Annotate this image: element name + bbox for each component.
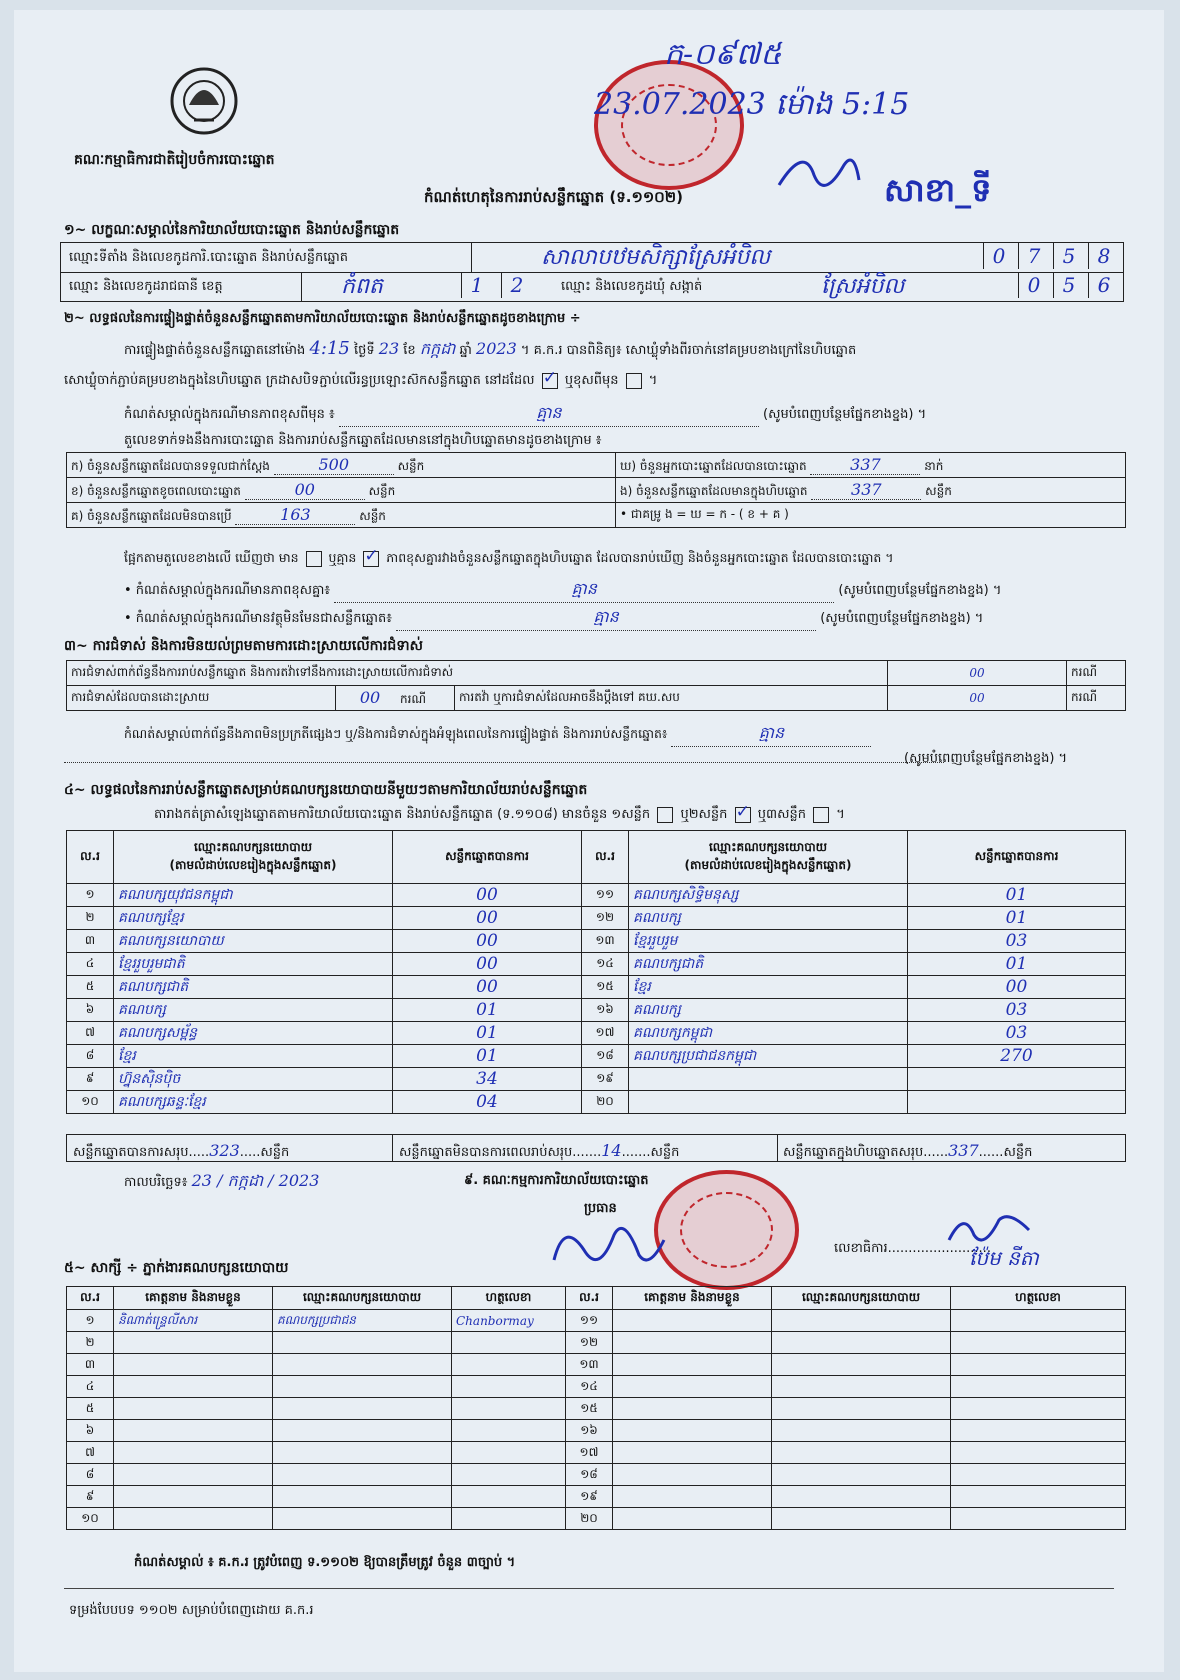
witness-signature — [452, 1420, 566, 1442]
section2-para1: ការផ្ទៀងផ្ទាត់ចំនួនសន្លឹកឆ្នោតនៅម៉ោង 4:15 ថ្ងៃទី 23 ខែ កក្កដា ឆ្នាំ 2023 ។ គ.ក.រ បានពិនិត្យ៖ សោឃ្លុំទាំងពីរចាក់នៅគម្របខាងក្រៅនៃហិបឆ្នោត — [124, 338, 857, 359]
witness-row — [67, 1376, 1126, 1398]
code-digit: 0 — [1018, 272, 1049, 298]
witness-no: ១២ — [566, 1332, 613, 1354]
party-no: ១២ — [582, 907, 629, 930]
witness-name — [613, 1376, 772, 1398]
witness-row — [67, 1508, 1126, 1530]
witness-row — [67, 1464, 1126, 1486]
witness-party — [772, 1442, 951, 1464]
witness-party — [273, 1442, 452, 1464]
party-votes: 270 — [908, 1045, 1126, 1068]
witness-signature — [452, 1354, 566, 1376]
witness-signature — [452, 1464, 566, 1486]
witness-signature — [951, 1464, 1126, 1486]
witness-name — [114, 1464, 273, 1486]
code-digit: 5 — [1053, 272, 1084, 298]
witness-no: ៤ — [67, 1376, 114, 1398]
has-difference-checkbox[interactable] — [306, 551, 322, 567]
bullet-foreign-object-note: • កំណត់សម្គាល់ក្នុងករណីមានវត្ថុមិនមែនជាសន្លឹកឆ្នោត៖ គ្មាន (សូមបំពេញបន្ថែមផ្នែកខាងខ្នង) ។ — [124, 606, 983, 631]
witness-row — [67, 1332, 1126, 1354]
witness-party — [772, 1486, 951, 1508]
witness-no: ៦ — [67, 1420, 114, 1442]
witness-party — [772, 1464, 951, 1486]
witness-name — [114, 1442, 273, 1464]
witness-row — [67, 1354, 1126, 1376]
province-code-digit: 1 — [461, 272, 492, 298]
witness-no: ៣ — [67, 1354, 114, 1376]
party-votes: 04 — [393, 1091, 582, 1114]
section4-intro: តារាងកត់ត្រាសំឡេងឆ្នោតតាមការិយាល័យបោះឆ្នោត និងរាប់សន្លឹកឆ្នោត (ទ.១១០៨) មានចំនួន ១សន្លឹក ឬ២សន្លឹក ✓ ឬ៣សន្លឹក ។ — [154, 806, 845, 825]
witness-signature — [951, 1310, 1126, 1332]
witness-no: ១៩ — [566, 1486, 613, 1508]
witness-party — [273, 1508, 452, 1530]
witness-signature — [951, 1486, 1126, 1508]
party-votes: 01 — [908, 907, 1126, 930]
party-no: ១០ — [67, 1091, 114, 1114]
party-no: ៩ — [67, 1068, 114, 1091]
witness-no: ១៤ — [566, 1376, 613, 1398]
resolved-value: 00 — [359, 687, 381, 707]
col-no: ល.រ — [582, 831, 629, 884]
resolved-unit: ករណី — [400, 691, 427, 706]
side-label: សាខា_ទី — [884, 171, 992, 209]
witness-no: ២ — [67, 1332, 114, 1354]
party-name: គណបក្សសិទ្ធិមនុស្ស — [629, 884, 908, 907]
party-no: ៨ — [67, 1045, 114, 1068]
witness-no: ១៨ — [566, 1464, 613, 1486]
party-no: ២ — [67, 907, 114, 930]
witness-no: ៩ — [67, 1486, 114, 1508]
handwritten-code: ក-០៩៧៥ — [664, 37, 782, 72]
party-name: គណបក្សឆន្ទៈខ្មែរ — [114, 1091, 393, 1114]
party-name: គណបក្សជាតិ — [114, 976, 393, 999]
witness-no: ១៥ — [566, 1398, 613, 1420]
party-name: ខ្មែររួបរួម — [629, 930, 908, 953]
code-digit: 7 — [1018, 243, 1049, 269]
official-seal-bottom — [654, 1170, 799, 1290]
witness-party — [273, 1464, 452, 1486]
form-title: កំណត់ហេតុនៃការរាប់សន្លឹកឆ្នោត (ទ.១១០២) — [424, 188, 684, 206]
witness-row — [67, 1486, 1126, 1508]
section3-note: កំណត់សម្គាល់ពាក់ព័ន្ធនឹងភាពមិនប្រក្រតីផ្សេងៗ ឬ/និងការជំទាស់ក្នុងអំឡុងពេលនៃការផ្ទៀងផ្ទាត់ និងការរាប់សន្លឹកឆ្នោត៖ គ្មាន — [124, 722, 871, 747]
party-name: គណបក្សជាតិ — [629, 953, 908, 976]
party-no: ២០ — [582, 1091, 629, 1114]
party-votes: 03 — [908, 930, 1126, 953]
total-valid: 323 — [209, 1141, 240, 1160]
witness-signature — [951, 1508, 1126, 1530]
party-votes: 00 — [393, 907, 582, 930]
witness-signature — [452, 1442, 566, 1464]
party-name: ខ្មែរ — [114, 1045, 393, 1068]
party-no: ៣ — [67, 930, 114, 953]
witness-signature — [951, 1376, 1126, 1398]
party-row — [67, 1022, 1126, 1045]
three-sheets-checkbox[interactable] — [813, 807, 829, 823]
col-votes: សន្លឹកឆ្នោតបានការ — [908, 831, 1126, 884]
col-party: ឈ្មោះគណបក្សនយោបាយ (តាមលំដាប់លេខរៀងក្នុងសន្លឹកឆ្នោត) — [114, 831, 393, 884]
witness-party — [772, 1376, 951, 1398]
witness-row — [67, 1442, 1126, 1464]
witness-signature — [452, 1398, 566, 1420]
witness-signature — [951, 1398, 1126, 1420]
party-votes: 34 — [393, 1068, 582, 1091]
party-name: គណបក្សប្រជាជនកម្ពុជា — [629, 1045, 908, 1068]
col-name: គោត្តនាម និងនាមខ្លួន — [613, 1287, 772, 1310]
witness-name — [114, 1354, 273, 1376]
witness-signature — [452, 1508, 566, 1530]
handwritten-datetime: 23.07.2023 ម៉ោង 5:15 — [594, 87, 910, 122]
party-name: គណបក្ស — [114, 999, 393, 1022]
footer-divider — [64, 1588, 1114, 1589]
party-row — [67, 1068, 1126, 1091]
code-digit: 0 — [983, 243, 1014, 269]
witness-no: ៨ — [67, 1464, 114, 1486]
party-name: គណបក្សកម្ពុជា — [629, 1022, 908, 1045]
party-row — [67, 930, 1126, 953]
party-row — [67, 953, 1126, 976]
location-value: សាលាបឋមសិក្សាស្រែអំបិល — [541, 245, 771, 270]
section4-title: ៤~ លទ្ធផលនៃការរាប់សន្លឹកឆ្នោតសម្រាប់គណបក្សនយោបាយនីមួយៗតាមការិយាល័យរាប់សន្លឹកឆ្នោត — [64, 782, 588, 798]
witness-party — [772, 1310, 951, 1332]
party-no: ៤ — [67, 953, 114, 976]
party-votes: 00 — [393, 884, 582, 907]
witness-name — [114, 1332, 273, 1354]
province-label: ឈ្មោះ និងលេខកូដរាជធានី ខេត្ត — [69, 279, 223, 294]
province-code-digit: 2 — [501, 272, 532, 298]
col-no: ល.រ — [67, 1287, 114, 1310]
witness-no: ១៣ — [566, 1354, 613, 1376]
witness-party — [273, 1376, 452, 1398]
col-votes: សន្លឹកឆ្នោតបានការ — [393, 831, 582, 884]
footer-text: ទម្រង់បែបបទ ១១០២ សម្រាប់បំពេញដោយ គ.ក.រ — [69, 1603, 314, 1618]
party-votes: 01 — [393, 1045, 582, 1068]
objection-unit: ករណី — [1067, 661, 1126, 686]
resolved-label: ការជំទាស់ដែលបានដោះស្រាយ — [67, 686, 336, 711]
appeal-value: 00 — [888, 686, 1067, 711]
section2-note-value: គ្មាន — [339, 402, 759, 427]
witness-signature — [452, 1332, 566, 1354]
party-row — [67, 907, 1126, 930]
party-no: ១ — [67, 884, 114, 907]
party-name — [629, 1091, 908, 1114]
witness-name — [613, 1420, 772, 1442]
section1-title: ១~ លក្ខណៈសម្គាល់នៃការិយាល័យបោះឆ្នោត និងរាប់សន្លឹកឆ្នោត — [64, 222, 400, 238]
totals-row: សន្លឹកឆ្នោតបានការសរុប.....323.....សន្លឹក សន្លឹកឆ្នោតមិនបានការពេលរាប់សរុប.......14.......សន្លឹក សន្លឹកឆ្នោតក្នុងហិបឆ្នោតសរុប......337......សន្លឹក — [66, 1134, 1126, 1162]
party-name: ខ្មែរ — [629, 976, 908, 999]
province-value: កំពត — [341, 274, 383, 299]
witness-signature — [951, 1332, 1126, 1354]
witness-name — [613, 1442, 772, 1464]
party-no: ១៧ — [582, 1022, 629, 1045]
party-name: ហ្វ៊ុនស៊ិនប៉ិច — [114, 1068, 393, 1091]
commune-value: ស្រែអំបិល — [821, 274, 905, 299]
witness-no: ១៦ — [566, 1420, 613, 1442]
section2-para2: សោឃ្លុំចាក់ភ្ជាប់គម្របខាងក្នុងនៃហិបឆ្នោត ក្រដាសបិទភ្ជាប់លើរន្ធប្រឡោះស៊កសន្លឹកឆ្នោត នៅដដែល ✓ ឬខុសពីមុន ។ — [64, 372, 657, 391]
party-no: ១៥ — [582, 976, 629, 999]
party-votes: 03 — [908, 999, 1126, 1022]
col-sign: ហត្ថលេខា — [951, 1287, 1126, 1310]
witness-no: ៥ — [67, 1398, 114, 1420]
section3-title: ៣~ ការជំទាស់ និងការមិនយល់ព្រមតាមការដោះស្រាយលើការជំទាស់ — [64, 638, 423, 654]
party-results-table — [66, 830, 1126, 1114]
code-digit: 6 — [1088, 272, 1119, 298]
witness-name — [613, 1354, 772, 1376]
ballot-count-report-page — [14, 10, 1164, 1672]
party-name: គណបក្ស — [629, 907, 908, 930]
total-box: 337 — [948, 1141, 979, 1160]
witness-party: គណបក្សប្រជាជន — [273, 1310, 452, 1332]
date-line: កាលបរិច្ឆេទ៖ 23 / កក្កដា / 2023 — [124, 1171, 320, 1190]
party-no: ៧ — [67, 1022, 114, 1045]
figure-row: គ) ចំនួនសន្លឹកឆ្នោតដែលមិនបានប្រើ 163 សន្លឹក • ជាគម្រូ ង = ឃ = ក - ( ខ + គ ) — [67, 503, 1126, 528]
section3-note-continue — [64, 748, 944, 763]
witness-party — [772, 1420, 951, 1442]
witness-party — [273, 1486, 452, 1508]
witness-party — [772, 1508, 951, 1530]
col-sign: ហត្ថលេខា — [452, 1287, 566, 1310]
col-party: ឈ្មោះគណបក្សនយោបាយ — [273, 1287, 452, 1310]
no-difference-checkbox[interactable] — [363, 551, 379, 567]
code-digit: 8 — [1088, 243, 1119, 269]
party-name: ខ្មែររួបរួមជាតិ — [114, 953, 393, 976]
commune-label: ឈ្មោះ និងលេខកូដឃុំ សង្កាត់ — [561, 279, 703, 294]
witness-name — [114, 1486, 273, 1508]
witness-name — [613, 1508, 772, 1530]
witness-name — [613, 1332, 772, 1354]
changed-checkbox[interactable] — [626, 373, 642, 389]
section1-box — [60, 242, 1124, 302]
party-no: ១៦ — [582, 999, 629, 1022]
committee-label: ៩. គណៈកម្មការការិយាល័យបោះឆ្នោត — [464, 1173, 649, 1188]
appeal-unit: ករណី — [1067, 686, 1126, 711]
witness-party — [772, 1354, 951, 1376]
party-votes: 00 — [393, 953, 582, 976]
party-votes: 03 — [908, 1022, 1126, 1045]
party-row — [67, 1045, 1126, 1068]
party-name: គណបក្ស — [629, 999, 908, 1022]
witness-party — [273, 1420, 452, 1442]
secretary-name: ប៉ែម នីតា — [969, 1246, 1039, 1270]
witness-party — [273, 1354, 452, 1376]
witness-row — [67, 1420, 1126, 1442]
secretary-label: លេខាធិការ......................... — [834, 1241, 991, 1256]
party-name: គណបក្សសម្ព័ន្ធ — [114, 1022, 393, 1045]
figure-row: ខ) ចំនួនសន្លឹកឆ្នោតខូចពេលបោះឆ្នោត 00 សន្លឹក ង) ចំនួនសន្លឹកឆ្នោតដែលមានក្នុងហិបឆ្នោត 337 សន្លឹក — [67, 478, 1126, 503]
section2-figures-table — [66, 452, 1126, 528]
one-sheet-checkbox[interactable] — [657, 807, 673, 823]
witness-signature: Chanbormay — [452, 1310, 566, 1332]
party-row — [67, 999, 1126, 1022]
witness-name: និណាត់ន្ទ្រេលីសារ — [114, 1310, 273, 1332]
total-invalid: 14 — [601, 1141, 622, 1160]
section3-note-suffix: (សូមបំពេញបន្ថែមផ្នែកខាងខ្នង) ។ — [904, 751, 1068, 766]
witness-name — [613, 1398, 772, 1420]
section2-note: កំណត់សម្គាល់ក្នុងករណីមានភាពខុសពីមុន ៖ គ្មាន (សូមបំពេញបន្ថែមផ្នែកខាងខ្នង) ។ — [124, 402, 1114, 427]
witness-no: ១១ — [566, 1310, 613, 1332]
party-votes: 00 — [393, 930, 582, 953]
witness-row — [67, 1398, 1126, 1420]
party-votes: 00 — [393, 976, 582, 999]
section2-intro: តួលេខទាក់ទងនឹងការបោះឆ្នោត និងការរាប់សន្លឹកឆ្នោតដែលមាននៅក្នុងហិបឆ្នោតមានដូចខាងក្រោម ៖ — [124, 433, 602, 448]
witness-signature — [951, 1442, 1126, 1464]
col-name: គោត្តនាម និងនាមខ្លួន — [114, 1287, 273, 1310]
witness-signature — [452, 1486, 566, 1508]
witness-no: ១៧ — [566, 1442, 613, 1464]
section5-title: ៥~ សាក្សី ÷ ភ្នាក់ងារគណបក្សនយោបាយ — [64, 1260, 289, 1276]
unchanged-checkbox[interactable] — [542, 373, 558, 389]
figure-row: ក) ចំនួនសន្លឹកឆ្នោតដែលបានទទួលជាក់ស្តែង 500 សន្លឹក ឃ) ចំនួនអ្នកបោះឆ្នោតដែលបានបោះឆ្នោត 337 នាក់ — [67, 453, 1126, 478]
party-name: គណបក្សនយោបាយ — [114, 930, 393, 953]
witness-name — [114, 1398, 273, 1420]
witness-name — [613, 1486, 772, 1508]
party-no: ៦ — [67, 999, 114, 1022]
section3-table — [66, 660, 1126, 711]
party-name: គណបក្សខ្មែរ — [114, 907, 393, 930]
witness-signature — [951, 1420, 1126, 1442]
witness-row — [67, 1310, 1126, 1332]
bullet-difference-note: • កំណត់សម្គាល់ក្នុងករណីមានភាពខុសគ្នា៖ គ្មាន (សូមបំពេញបន្ថែមផ្នែកខាងខ្នង) ។ — [124, 578, 1001, 603]
committee-name: គណៈកម្មាធិការជាតិរៀបចំការបោះឆ្នោត — [74, 152, 275, 168]
witness-signature — [951, 1354, 1126, 1376]
witness-signature — [452, 1376, 566, 1398]
two-sheets-checkbox[interactable] — [735, 807, 751, 823]
section2-title: ២~ លទ្ធផលនៃការផ្ទៀងផ្ទាត់ចំនួនសន្លឹកឆ្នោតតាមការិយាល័យបោះឆ្នោត និងរាប់សន្លឹកឆ្នោតដូចខាងក្រោម ÷ — [64, 311, 581, 326]
party-no: ១៩ — [582, 1068, 629, 1091]
witness-no: ៧ — [67, 1442, 114, 1464]
col-no: ល.រ — [566, 1287, 613, 1310]
party-no: ១៤ — [582, 953, 629, 976]
witness-name — [114, 1420, 273, 1442]
signature-top — [774, 145, 864, 205]
witness-table — [66, 1286, 1126, 1530]
objection-value: 00 — [888, 661, 1067, 686]
nec-emblem — [164, 65, 244, 140]
party-votes — [908, 1091, 1126, 1114]
party-row — [67, 976, 1126, 999]
witness-no: ១ — [67, 1310, 114, 1332]
party-row — [67, 884, 1126, 907]
objection-label: ការជំទាស់ពាក់ព័ន្ធនឹងការរាប់សន្លឹកឆ្នោត និងការតវ៉ាទៅនឹងការដោះស្រាយលើការជំទាស់ — [67, 661, 888, 686]
location-label: ឈ្មោះទីតាំង និងលេខកូដការិ.បោះឆ្នោត និងរាប់សន្លឹកឆ្នោត — [69, 250, 348, 265]
commune-code — [1018, 272, 1123, 301]
witness-no: ១០ — [67, 1508, 114, 1530]
footnote: កំណត់សម្គាល់ ៖ គ.ក.រ ត្រូវបំពេញ ទ.១១០២ ឱ្យបានត្រឹមត្រូវ ចំនួន ៣ច្បាប់ ។ — [134, 1555, 516, 1570]
party-no: ១១ — [582, 884, 629, 907]
party-votes: 01 — [393, 999, 582, 1022]
witness-no: ២០ — [566, 1508, 613, 1530]
witness-name — [114, 1508, 273, 1530]
party-votes: 01 — [908, 884, 1126, 907]
party-votes: 01 — [393, 1022, 582, 1045]
party-votes: 00 — [908, 976, 1126, 999]
witness-party — [772, 1332, 951, 1354]
witness-party — [273, 1398, 452, 1420]
witness-name — [613, 1310, 772, 1332]
party-name — [629, 1068, 908, 1091]
col-party: ឈ្មោះគណបក្សនយោបាយ (តាមលំដាប់លេខរៀងក្នុងសន្លឹកឆ្នោត) — [629, 831, 908, 884]
party-votes: 01 — [908, 953, 1126, 976]
witness-party — [273, 1332, 452, 1354]
party-row — [67, 1091, 1126, 1114]
witness-name — [613, 1464, 772, 1486]
party-no: ១៨ — [582, 1045, 629, 1068]
witness-party — [772, 1398, 951, 1420]
party-name: គណបក្សយុវជនកម្ពុជា — [114, 884, 393, 907]
date-value: 23 / កក្កដា / 2023 — [191, 1171, 320, 1190]
witness-name — [114, 1376, 273, 1398]
col-party: ឈ្មោះគណបក្សនយោបាយ — [772, 1287, 951, 1310]
party-no: ១៣ — [582, 930, 629, 953]
chair-signature — [544, 1210, 674, 1280]
party-no: ៥ — [67, 976, 114, 999]
party-votes — [908, 1068, 1126, 1091]
code-digit: 5 — [1053, 243, 1084, 269]
location-code — [983, 243, 1123, 272]
col-no: ល.រ — [67, 831, 114, 884]
chair-label: ប្រធាន — [584, 1201, 617, 1216]
appeal-label: ការតវ៉ា ឬការជំទាស់ដែលអាចនឹងប្តឹងទៅ គឃ.សប — [455, 686, 888, 711]
difference-line: ផ្អែកតាមតួលេខខាងលើ ឃើញថា មាន ឬគ្មាន ✓ ភាពខុសគ្នារវាងចំនួនសន្លឹកឆ្នោតក្នុងហិបឆ្នោត ដែលបានរាប់ឃើញ និងចំនួនអ្នកបោះឆ្នោត ដែលបានបោះឆ្នោត ។ — [124, 550, 894, 569]
